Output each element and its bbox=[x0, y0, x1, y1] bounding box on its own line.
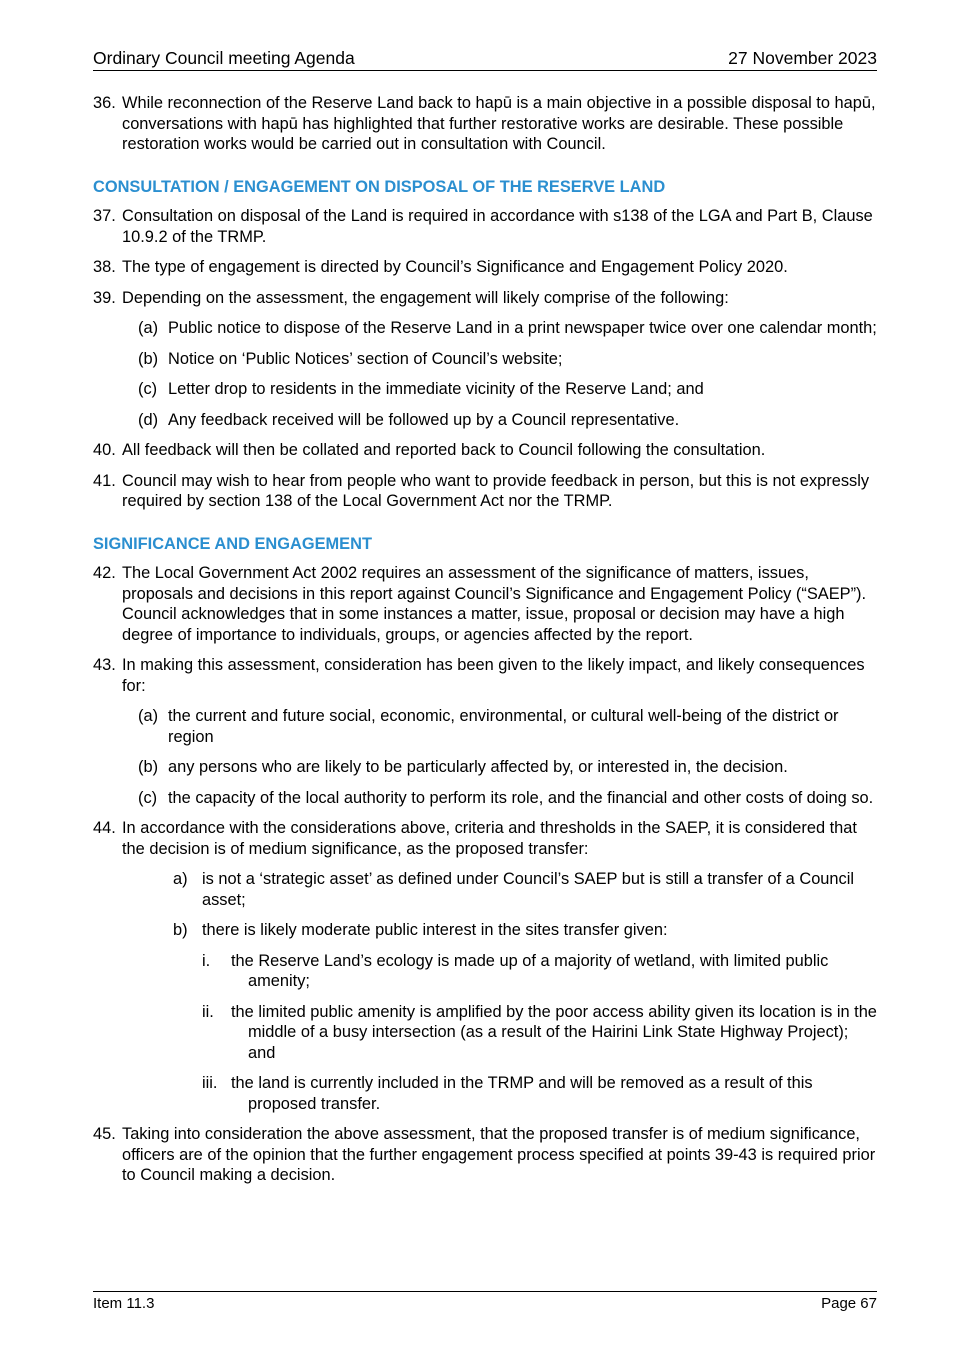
list-item-39a bbox=[93, 318, 879, 339]
list-item-44b bbox=[93, 920, 879, 941]
paragraph-number: 37. bbox=[93, 207, 116, 225]
paragraph-text: In accordance with the considerations above, criteria and thresholds in the SAEP, it is considered that the decision is of medium significance, as the proposed transfer: bbox=[122, 819, 857, 858]
list-item-text: Notice on ‘Public Notices’ section of Council’s website; bbox=[168, 349, 563, 368]
list-item-text: Any feedback received will be followed up by a Council representative. bbox=[168, 410, 680, 429]
list-marker: b) bbox=[173, 921, 188, 939]
paragraph-41 bbox=[93, 471, 879, 512]
paragraph-text: While reconnection of the Reserve Land back to hapū is a main objective in a possible disposal to hapū, conversations with hapū has highlighted that further restorative works are desirable. These possible restoration works would be carried out in consultation with Council. bbox=[122, 94, 876, 153]
list-item-39c bbox=[93, 379, 879, 400]
list-marker: (b) bbox=[138, 758, 159, 776]
paragraph-text: In making this assessment, consideration has been given to the likely impact, and likely consequences for: bbox=[122, 656, 865, 695]
paragraph-text: Taking into consideration the above assessment, that the proposed transfer is of medium significance, officers are of the opinion that the further engagement process specified at points 39-43 is required prior to Council making a decision. bbox=[122, 1125, 876, 1184]
paragraph-number: 40. bbox=[93, 441, 116, 459]
list-item-44b-i bbox=[93, 951, 879, 992]
paragraph-text: All feedback will then be collated and reported back to Council following the consultation. bbox=[122, 441, 766, 459]
footer-page-number: Page 67 bbox=[821, 1295, 877, 1312]
list-item-text: any persons who are likely to be particularly affected by, or interested in, the decision. bbox=[168, 758, 788, 776]
section-heading-consultation: CONSULTATION / ENGAGEMENT ON DISPOSAL OF THE RESERVE LAND bbox=[93, 177, 666, 196]
list-item-39b bbox=[93, 349, 879, 370]
document-body bbox=[93, 93, 879, 1196]
list-item-44b-iii bbox=[93, 1073, 879, 1114]
paragraph-text: The type of engagement is directed by Council’s Significance and Engagement Policy 2020. bbox=[122, 258, 788, 276]
paragraph-text: Council may wish to hear from people who want to provide feedback in person, but this is not expressly required by section 138 of the Local Government Act nor the TRMP. bbox=[122, 471, 870, 510]
list-item-44b-ii bbox=[93, 1002, 879, 1064]
paragraph-number: 42. bbox=[93, 564, 116, 582]
paragraph-number: 44. bbox=[93, 819, 116, 837]
list-marker: (b) bbox=[138, 349, 159, 368]
paragraph-number: 39. bbox=[93, 288, 116, 307]
list-item-text: the capacity of the local authority to perform its role, and the financial and other costs of doing so. bbox=[168, 788, 874, 807]
page-footer bbox=[93, 1291, 877, 1312]
paragraph-text: The Local Government Act 2002 requires an assessment of the significance of matters, issues, proposals and decisions in this report against Council’s Significance and Engagement Policy (“SAEP”). Council acknowledges that in some instances a matter, issue, proposal or decision may have a high degree of importance to individuals, groups, or agencies affected by the report. bbox=[122, 564, 867, 644]
list-item-text: Public notice to dispose of the Reserve Land in a print newspaper twice over one calendar month; bbox=[168, 319, 877, 337]
paragraph-number: 41. bbox=[93, 471, 116, 490]
paragraph-39 bbox=[93, 288, 879, 309]
paragraph-number: 36. bbox=[93, 94, 116, 112]
paragraph-40 bbox=[93, 440, 879, 461]
list-item-39d bbox=[93, 410, 879, 431]
list-marker: i. bbox=[202, 951, 211, 970]
list-marker: a) bbox=[173, 870, 188, 888]
section-heading-significance: SIGNIFICANCE AND ENGAGEMENT bbox=[93, 534, 372, 553]
paragraph-38 bbox=[93, 257, 879, 278]
paragraph-text: Depending on the assessment, the engagement will likely comprise of the following: bbox=[122, 288, 729, 307]
list-item-text: there is likely moderate public interest in the sites transfer given: bbox=[202, 921, 668, 939]
list-marker: iii. bbox=[202, 1074, 218, 1092]
paragraph-45 bbox=[93, 1124, 879, 1186]
list-marker: (c) bbox=[138, 788, 158, 807]
list-marker: (d) bbox=[138, 410, 159, 429]
list-marker: (a) bbox=[138, 707, 159, 725]
list-item-text: the limited public amenity is amplified by the poor access ability given its location is in the middle of a busy intersection (as a result of the Hairini Link State Highway Project); and bbox=[231, 1002, 877, 1062]
paragraph-text: Consultation on disposal of the Land is required in accordance with s138 of the LGA and Part B, Clause 10.9.2 of the TRMP. bbox=[122, 207, 873, 246]
paragraph-number: 43. bbox=[93, 656, 116, 674]
list-item-44a bbox=[93, 869, 879, 910]
list-item-text: the land is currently included in the TRMP and will be removed as a result of this proposed transfer. bbox=[231, 1074, 813, 1113]
list-item-43c bbox=[93, 788, 879, 809]
paragraph-43 bbox=[93, 655, 879, 696]
page-header bbox=[93, 48, 877, 71]
paragraph-42 bbox=[93, 563, 879, 645]
header-title: Ordinary Council meeting Agenda bbox=[93, 48, 355, 68]
paragraph-36 bbox=[93, 93, 879, 155]
list-marker: ii. bbox=[202, 1002, 214, 1021]
paragraph-37 bbox=[93, 206, 879, 247]
list-item-43b bbox=[93, 757, 879, 778]
list-item-text: the Reserve Land’s ecology is made up of a majority of wetland, with limited public amenity; bbox=[231, 951, 829, 990]
paragraph-number: 45. bbox=[93, 1125, 116, 1143]
header-date: 27 November 2023 bbox=[728, 48, 877, 68]
list-item-text: is not a ‘strategic asset’ as defined under Council’s SAEP but is still a transfer of a Council asset; bbox=[202, 870, 855, 909]
list-marker: (a) bbox=[138, 319, 159, 337]
list-item-text: Letter drop to residents in the immediate vicinity of the Reserve Land; and bbox=[168, 380, 704, 398]
list-item-43a bbox=[93, 706, 879, 747]
list-marker: (c) bbox=[138, 380, 158, 398]
footer-item-label: Item 11.3 bbox=[93, 1295, 155, 1312]
paragraph-number: 38. bbox=[93, 258, 116, 276]
list-item-text: the current and future social, economic, environmental, or cultural well-being of the district or region bbox=[168, 707, 839, 746]
paragraph-44 bbox=[93, 818, 879, 859]
